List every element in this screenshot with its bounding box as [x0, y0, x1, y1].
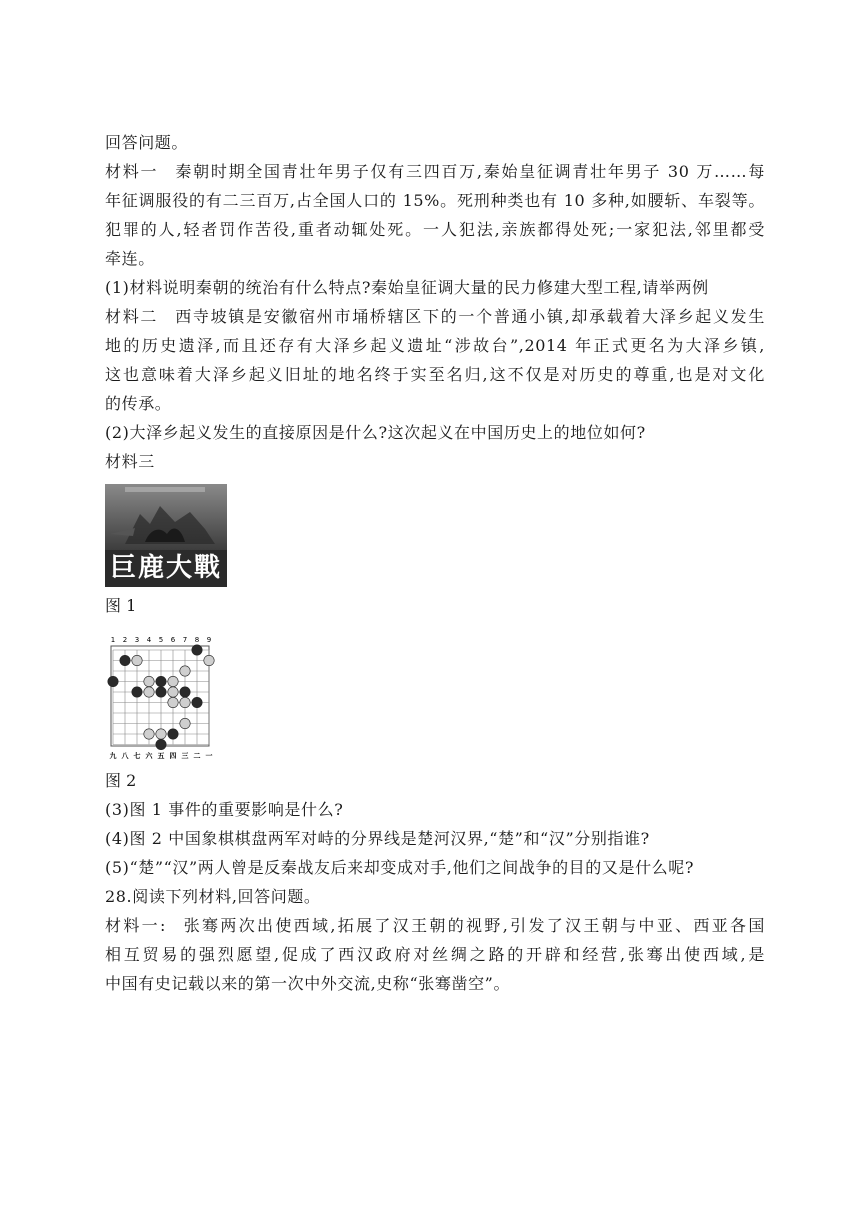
document-page — [105, 128, 765, 998]
top-number: 9 — [206, 636, 212, 644]
fig1-caption: 图 1 — [105, 596, 137, 615]
top-number: 2 — [122, 636, 128, 644]
chess-piece — [168, 729, 178, 739]
chess-piece — [192, 697, 202, 707]
material1-label: 材料一 — [105, 162, 159, 181]
material28-label: 材料一: — [105, 916, 166, 935]
chess-piece — [204, 655, 214, 665]
material2-text-1: 西寺坡镇是安徽宿州市埇桥辖区下的一个普通小镇,却承载着大泽乡起义发生 — [174, 307, 765, 326]
chess-board — [105, 634, 217, 764]
chess-piece — [144, 676, 154, 686]
bottom-number: 一 — [205, 752, 213, 760]
chess-piece — [180, 718, 190, 728]
material2-line-3: 这也意味着大泽乡起义旧址的地名终于实至名归,这不仅是对历史的尊重,也是对文化 — [105, 365, 765, 384]
top-number: 6 — [170, 636, 176, 644]
material1-line-3: 犯罪的人,轻者罚作苦役,重者动辄处死。一人犯法,亲族都得处死;一家犯法,邻里都受 — [105, 220, 765, 239]
battle-figures — [105, 484, 227, 550]
fig2-caption: 图 2 — [105, 771, 137, 790]
chess-piece — [108, 676, 118, 686]
question-3: (3)图 1 事件的重要影响是什么? — [105, 800, 344, 819]
chess-piece — [180, 687, 190, 697]
top-number: 8 — [194, 636, 200, 644]
chess-piece — [144, 729, 154, 739]
chess-piece — [168, 687, 178, 697]
bottom-numbers — [110, 751, 213, 760]
chess-piece — [168, 676, 178, 686]
bottom-number: 六 — [145, 752, 153, 760]
top-numbers — [111, 636, 211, 644]
bottom-number: 二 — [193, 752, 201, 760]
material3-label: 材料三 — [105, 452, 155, 471]
chess-piece — [132, 655, 142, 665]
top-number: 5 — [158, 636, 164, 644]
julu-battle-image — [105, 484, 227, 587]
chess-piece — [180, 666, 190, 676]
material2-label: 材料二 — [105, 307, 159, 326]
chess-piece — [144, 687, 154, 697]
question-1: (1)材料说明秦朝的统治有什么特点?秦始皇征调大量的民力修建大型工程,请举两例 — [105, 278, 709, 297]
top-number: 3 — [134, 636, 140, 644]
chess-piece — [120, 655, 130, 665]
question-2: (2)大泽乡起义发生的直接原因是什么?这次起义在中国历史上的地位如何? — [105, 423, 646, 442]
bottom-number: 三 — [181, 752, 189, 760]
chess-piece — [168, 697, 178, 707]
material28-line-2: 相互贸易的强烈愿望,促成了西汉政府对丝绸之路的开辟和经营,张骞出使西域,是 — [105, 945, 765, 964]
fig1-title: 巨鹿大戰 — [109, 553, 222, 583]
material1-line-4: 牵连。 — [105, 249, 155, 268]
bottom-number: 四 — [169, 752, 177, 760]
bottom-number: 七 — [133, 752, 141, 760]
question-5: (5)“楚”“汉”两人曾是反秦战友后来却变成对手,他们之间战争的目的又是什么呢? — [105, 858, 695, 877]
top-number: 1 — [110, 636, 116, 644]
material28-line-3: 中国有史记载以来的第一次中外交流,史称“张骞凿空”。 — [105, 974, 511, 993]
chess-piece — [192, 645, 202, 655]
bottom-number: 八 — [121, 752, 129, 760]
question-28: 28.阅读下列材料,回答问题。 — [105, 887, 321, 906]
chess-piece — [156, 739, 166, 749]
material2-line-4: 的传承。 — [105, 394, 172, 413]
top-number: 7 — [182, 636, 188, 644]
chess-piece — [156, 676, 166, 686]
material1-line-2: 年征调服役的有二三百万,占全国人口的 15%。死刑种类也有 10 多种,如腰斩、车裂等。 — [105, 191, 765, 210]
chess-board-image — [105, 634, 217, 764]
bottom-number: 五 — [157, 752, 165, 760]
material28-line-1 — [105, 911, 765, 940]
material2-line-2: 地的历史遗泽,而且还存有大泽乡起义遗址“涉故台”,2014 年正式更名为大泽乡镇, — [105, 336, 765, 355]
material1-text-1: 秦朝时期全国青壮年男子仅有三四百万,秦始皇征调青壮年男子 30 万……每 — [174, 162, 765, 181]
material2-line-1 — [105, 302, 765, 331]
chess-piece — [132, 687, 142, 697]
intro-text: 回答问题。 — [105, 133, 189, 152]
chess-piece — [156, 687, 166, 697]
material28-text-1: 张骞两次出使西域,拓展了汉王朝的视野,引发了汉王朝与中亚、西亚各国 — [181, 916, 765, 935]
chess-piece — [180, 697, 190, 707]
bottom-number: 九 — [109, 752, 117, 760]
question-4: (4)图 2 中国象棋棋盘两军对峙的分界线是楚河汉界,“楚”和“汉”分别指谁? — [105, 829, 650, 848]
material1-line-1 — [105, 157, 765, 186]
top-number: 4 — [146, 636, 152, 644]
chess-piece — [156, 729, 166, 739]
